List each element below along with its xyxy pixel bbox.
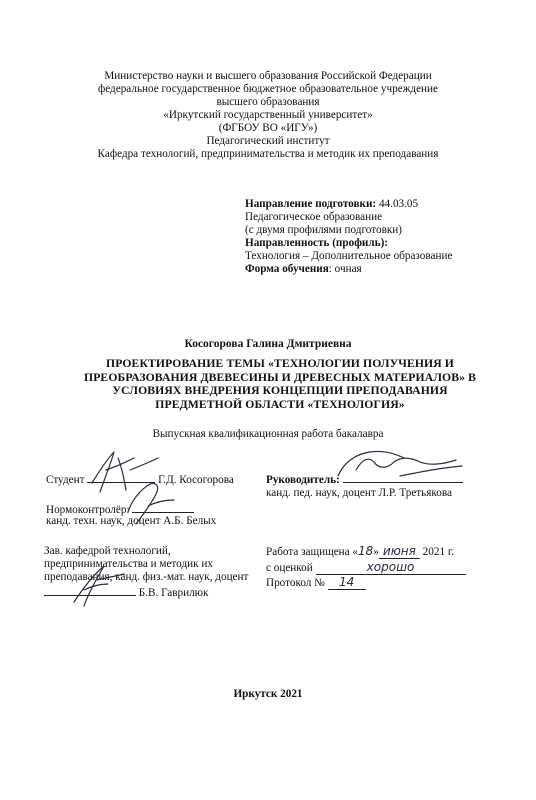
ministry-line: Министерство науки и высшего образования Российской Федерации xyxy=(104,70,432,82)
university-abbr: (ФГБОУ ВО «ИГУ») xyxy=(218,122,318,134)
institute-name: Педагогический институт xyxy=(206,135,330,147)
defense-month: июня xyxy=(379,544,420,559)
student-signature-line xyxy=(46,471,234,487)
signature-blank xyxy=(132,501,194,513)
study-form-value: : очная xyxy=(328,263,362,275)
defense-prefix: Работа защищена « xyxy=(266,546,359,558)
grade-label: с оценкой xyxy=(266,562,313,574)
university-name: «Иркутский государственный университет» xyxy=(163,109,373,121)
department-name: Кафедра технологий, предпринимательства и методик их преподавания xyxy=(97,148,439,160)
city-year: Иркутск 2021 xyxy=(233,688,303,700)
study-form-label: Форма обучения xyxy=(245,263,329,275)
signature-blank xyxy=(87,471,155,483)
grade-value: хорошо xyxy=(316,561,466,575)
norm-control-label: Нормоконтролёр: xyxy=(46,504,130,516)
supervisor-details: канд. пед. наук, доцент Л.Р. Третьякова xyxy=(266,487,452,499)
direction-code: 44.03.05 xyxy=(376,198,419,210)
defense-block xyxy=(266,545,466,590)
head-dept-line2: предпринимательства и методик их xyxy=(44,558,213,570)
direction-label: Направление подготовки: xyxy=(245,198,377,210)
study-direction-block xyxy=(245,198,452,276)
student-label: Студент xyxy=(46,474,85,486)
direction-note: (с двумя профилями подготовки) xyxy=(245,224,403,236)
protocol-number: 14 xyxy=(328,576,366,590)
signature-blank xyxy=(44,584,136,596)
head-dept-block xyxy=(44,545,248,600)
supervisor-signature-line xyxy=(266,471,463,487)
profile-label: Направленность (профиль): xyxy=(245,237,389,249)
protocol-label: Протокол № xyxy=(266,577,325,589)
student-name: Г.Д. Косогорова xyxy=(158,474,234,486)
defense-mid: » xyxy=(373,546,379,558)
institution-type-line: федеральное государственное бюджетное образовательное учреждение xyxy=(97,83,438,95)
institution-type-line-2: высшего образования xyxy=(216,96,320,108)
supervisor-label: Руководитель: xyxy=(266,474,340,486)
direction-name: Педагогическое образование xyxy=(245,211,383,223)
head-dept-line3: преподавания, канд. физ.-мат. наук, доцент xyxy=(44,571,249,583)
author-name: Косогорова Галина Дмитриевна xyxy=(184,338,352,350)
head-dept-name: Б.В. Гаврилюк xyxy=(138,587,209,599)
norm-control-details: канд. техн. наук, доцент А.Б. Белых xyxy=(46,515,217,527)
thesis-title: ПРОЕКТИРОВАНИЕ ТЕМЫ «ТЕХНОЛОГИИ ПОЛУЧЕНИЯ И ПРЕОБРАЗОВАНИЯ ДВЕВЕСИНЫ И ДРЕВЕСНЫХ МАТЕРИАЛОВ» В УСЛОВИЯХ ВНЕДРЕНИЯ КОНЦЕПЦИИ ПРЕПОДАВАНИЯ ПРЕДМЕТНОЙ ОБЛАСТИ «ТЕХНОЛОГИЯ» xyxy=(84,357,476,411)
institution-header xyxy=(0,70,536,161)
defense-day: 18 xyxy=(358,544,374,558)
head-dept-line1: Зав. кафедрой технологий, xyxy=(44,545,171,557)
profile-value: Технология – Дополнительное образование xyxy=(245,250,453,262)
signature-blank xyxy=(343,471,463,483)
work-type: Выпускная квалификационная работа бакалавра xyxy=(152,428,384,440)
defense-year: 2021 г. xyxy=(419,546,454,558)
